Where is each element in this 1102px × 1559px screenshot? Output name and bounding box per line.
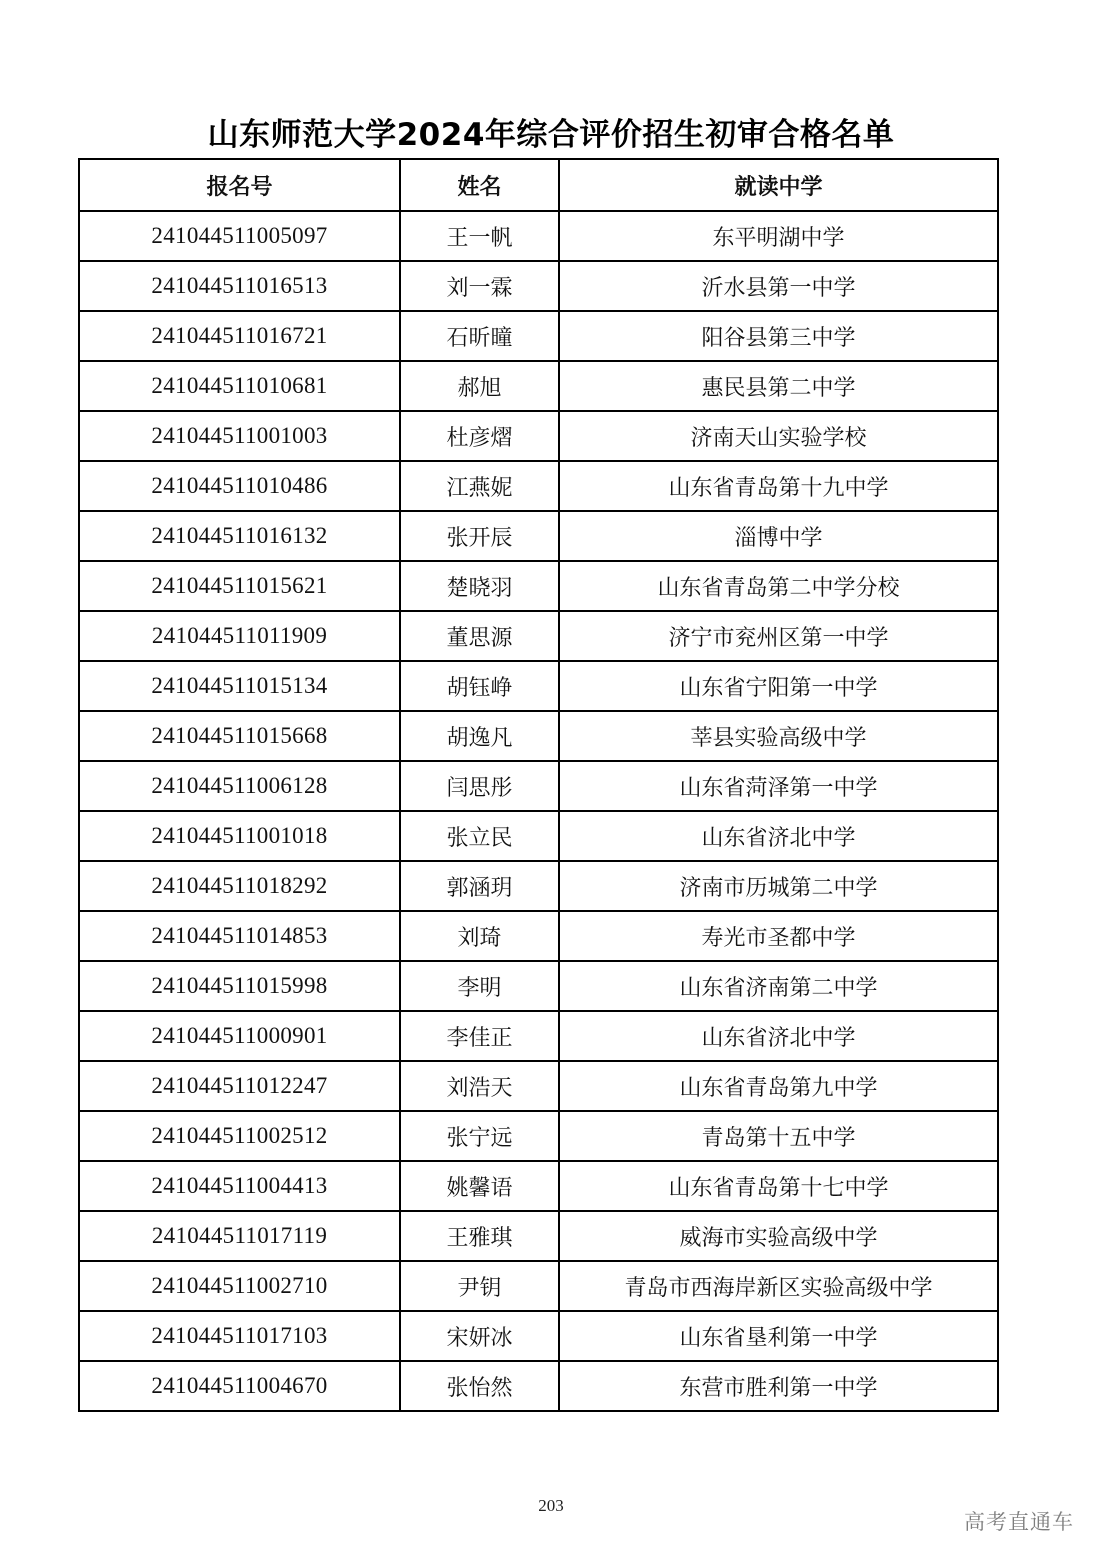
cell-student-name: 尹钥 <box>400 1261 559 1311</box>
cell-school: 沂水县第一中学 <box>559 261 998 311</box>
table-row <box>79 1261 998 1311</box>
table-row <box>79 261 998 311</box>
table-row <box>79 311 998 361</box>
cell-school: 寿光市圣都中学 <box>559 911 998 961</box>
cell-school: 济宁市兖州区第一中学 <box>559 611 998 661</box>
cell-school: 阳谷县第三中学 <box>559 311 998 361</box>
table-body <box>79 211 998 1411</box>
cell-student-name: 董思源 <box>400 611 559 661</box>
cell-student-name: 张立民 <box>400 811 559 861</box>
cell-registration-number: 241044511015134 <box>79 661 400 711</box>
cell-registration-number: 241044511002512 <box>79 1111 400 1161</box>
table-row <box>79 1011 998 1061</box>
cell-school: 山东省济南第二中学 <box>559 961 998 1011</box>
header-school: 就读中学 <box>559 159 998 211</box>
cell-registration-number: 241044511010681 <box>79 361 400 411</box>
table-row <box>79 1211 998 1261</box>
cell-school: 东平明湖中学 <box>559 211 998 261</box>
cell-student-name: 胡钰峥 <box>400 661 559 711</box>
page-number: 203 <box>538 1496 564 1515</box>
cell-school: 惠民县第二中学 <box>559 361 998 411</box>
document-title: 山东师范大学2024年综合评价招生初审合格名单 <box>207 117 895 153</box>
cell-student-name: 张怡然 <box>400 1361 559 1411</box>
cell-registration-number: 241044511016132 <box>79 511 400 561</box>
cell-registration-number: 241044511004670 <box>79 1361 400 1411</box>
cell-student-name: 刘浩天 <box>400 1061 559 1111</box>
admission-list-table <box>78 158 999 1412</box>
table-row <box>79 461 998 511</box>
cell-school: 山东省济北中学 <box>559 1011 998 1061</box>
table-row <box>79 411 998 461</box>
cell-student-name: 宋妍冰 <box>400 1311 559 1361</box>
cell-school: 山东省宁阳第一中学 <box>559 661 998 711</box>
cell-school: 青岛第十五中学 <box>559 1111 998 1161</box>
cell-student-name: 李佳正 <box>400 1011 559 1061</box>
cell-school: 青岛市西海岸新区实验高级中学 <box>559 1261 998 1311</box>
table-row <box>79 611 998 661</box>
cell-school: 莘县实验高级中学 <box>559 711 998 761</box>
table-row <box>79 1361 998 1411</box>
cell-student-name: 江燕妮 <box>400 461 559 511</box>
cell-registration-number: 241044511000901 <box>79 1011 400 1061</box>
cell-registration-number: 241044511017103 <box>79 1311 400 1361</box>
cell-student-name: 王雅琪 <box>400 1211 559 1261</box>
cell-registration-number: 241044511010486 <box>79 461 400 511</box>
cell-registration-number: 241044511005097 <box>79 211 400 261</box>
cell-school: 威海市实验高级中学 <box>559 1211 998 1261</box>
cell-student-name: 杜彦熠 <box>400 411 559 461</box>
cell-school: 淄博中学 <box>559 511 998 561</box>
cell-student-name: 楚晓羽 <box>400 561 559 611</box>
cell-registration-number: 241044511015668 <box>79 711 400 761</box>
cell-registration-number: 241044511018292 <box>79 861 400 911</box>
cell-registration-number: 241044511016721 <box>79 311 400 361</box>
watermark-logo-text: 高考直通车 <box>964 1510 1074 1534</box>
table-row <box>79 861 998 911</box>
cell-registration-number: 241044511015998 <box>79 961 400 1011</box>
cell-school: 山东省青岛第十九中学 <box>559 461 998 511</box>
table-row <box>79 911 998 961</box>
table-row <box>79 1061 998 1111</box>
cell-student-name: 张宁远 <box>400 1111 559 1161</box>
header-name: 姓名 <box>400 159 559 211</box>
cell-registration-number: 241044511011909 <box>79 611 400 661</box>
cell-school: 济南市历城第二中学 <box>559 861 998 911</box>
cell-student-name: 张开辰 <box>400 511 559 561</box>
table-row <box>79 561 998 611</box>
cell-student-name: 郭涵玥 <box>400 861 559 911</box>
cell-student-name: 闫思彤 <box>400 761 559 811</box>
cell-school: 山东省垦利第一中学 <box>559 1311 998 1361</box>
cell-registration-number: 241044511001018 <box>79 811 400 861</box>
table-row <box>79 661 998 711</box>
cell-student-name: 李明 <box>400 961 559 1011</box>
cell-registration-number: 241044511017119 <box>79 1211 400 1261</box>
cell-registration-number: 241044511002710 <box>79 1261 400 1311</box>
table-row <box>79 761 998 811</box>
cell-registration-number: 241044511001003 <box>79 411 400 461</box>
cell-school: 山东省济北中学 <box>559 811 998 861</box>
header-registration-number: 报名号 <box>79 159 400 211</box>
cell-student-name: 姚馨语 <box>400 1161 559 1211</box>
cell-registration-number: 241044511004413 <box>79 1161 400 1211</box>
cell-registration-number: 241044511006128 <box>79 761 400 811</box>
cell-student-name: 刘一霖 <box>400 261 559 311</box>
cell-student-name: 郝旭 <box>400 361 559 411</box>
cell-registration-number: 241044511016513 <box>79 261 400 311</box>
table-row <box>79 211 998 261</box>
table-row <box>79 711 998 761</box>
cell-student-name: 胡逸凡 <box>400 711 559 761</box>
cell-school: 山东省青岛第二中学分校 <box>559 561 998 611</box>
table-row <box>79 1111 998 1161</box>
cell-student-name: 刘琦 <box>400 911 559 961</box>
cell-school: 山东省青岛第十七中学 <box>559 1161 998 1211</box>
table-row <box>79 1161 998 1211</box>
cell-registration-number: 241044511012247 <box>79 1061 400 1111</box>
table-row <box>79 1311 998 1361</box>
table-header-row <box>79 159 998 211</box>
cell-student-name: 王一帆 <box>400 211 559 261</box>
cell-student-name: 石昕曈 <box>400 311 559 361</box>
cell-school: 山东省青岛第九中学 <box>559 1061 998 1111</box>
cell-school: 济南天山实验学校 <box>559 411 998 461</box>
table-row <box>79 511 998 561</box>
table-row <box>79 811 998 861</box>
table-row <box>79 361 998 411</box>
cell-registration-number: 241044511014853 <box>79 911 400 961</box>
cell-registration-number: 241044511015621 <box>79 561 400 611</box>
cell-school: 山东省菏泽第一中学 <box>559 761 998 811</box>
cell-school: 东营市胜利第一中学 <box>559 1361 998 1411</box>
table-row <box>79 961 998 1011</box>
